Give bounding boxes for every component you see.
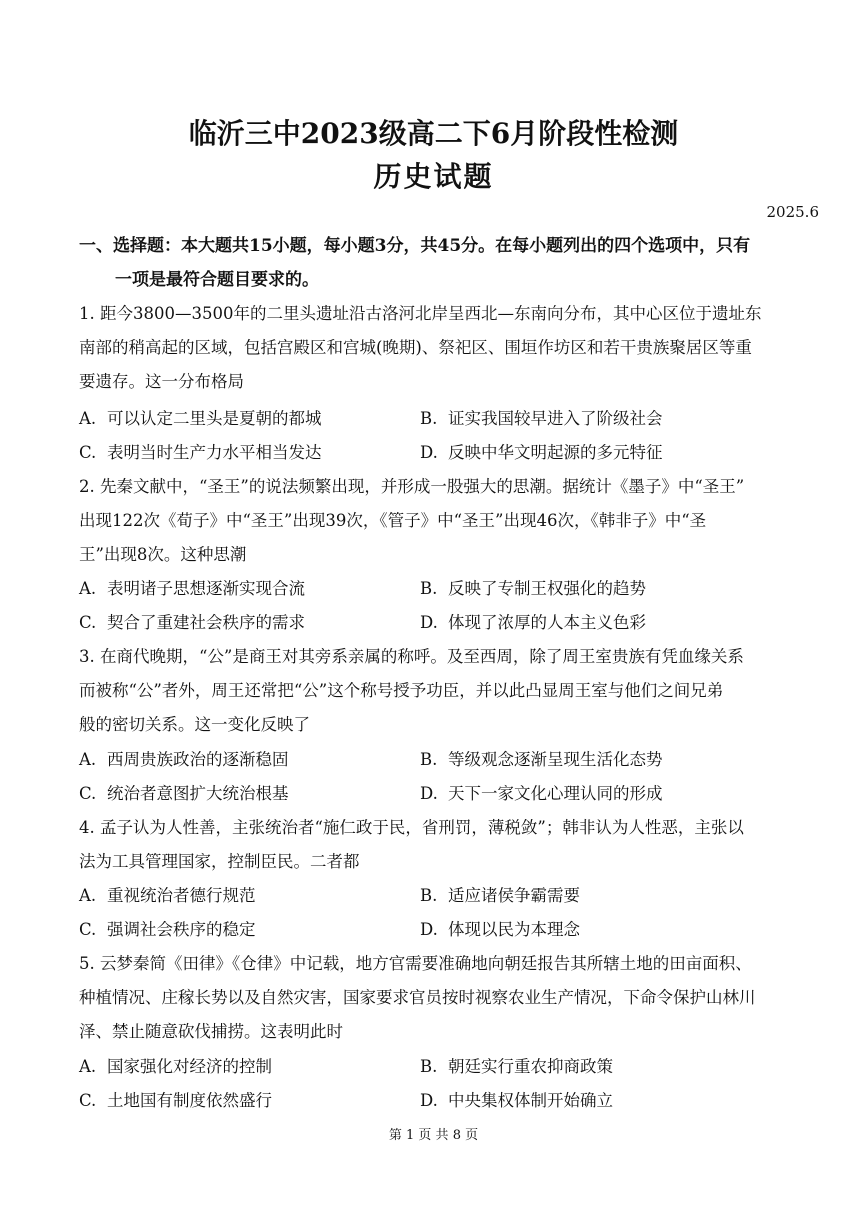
option-text: 朝廷实行重农抑商政策 bbox=[448, 1057, 613, 1076]
option-text: 表明当时生产力水平相当发达 bbox=[107, 443, 322, 462]
question-3-option-a[interactable] bbox=[79, 743, 289, 777]
option-letter: B. bbox=[420, 409, 438, 428]
option-text: 国家强化对经济的控制 bbox=[107, 1057, 272, 1076]
question-3-option-c[interactable] bbox=[79, 777, 289, 811]
option-letter: A. bbox=[79, 409, 97, 428]
question-2-line-1: 2. 先秦文献中，“圣王”的说法频繁出现，并形成一股强大的思潮。据统计《墨子》中“圣王” bbox=[79, 477, 745, 496]
question-1-line-2: 南部的稍高起的区域，包括宫殿区和宫城(晚期)、祭祀区、围垣作坊区和若干贵族聚居区等重 bbox=[79, 338, 752, 357]
question-4-option-a[interactable] bbox=[79, 879, 256, 913]
option-text: 西周贵族政治的逐渐稳固 bbox=[107, 750, 289, 769]
question-2-options bbox=[79, 572, 791, 640]
question-4-option-c[interactable] bbox=[79, 913, 256, 947]
option-letter: C. bbox=[79, 920, 97, 939]
question-1-options bbox=[79, 402, 791, 470]
question-5-option-b[interactable] bbox=[420, 1050, 613, 1084]
question-3-options bbox=[79, 743, 791, 811]
option-text: 统治者意图扩大统治根基 bbox=[107, 784, 289, 803]
question-3-option-d[interactable] bbox=[420, 777, 663, 811]
question-5 bbox=[79, 947, 791, 1049]
option-letter: B. bbox=[420, 886, 438, 905]
section-heading-line-2: 一项是最符合题目要求的。 bbox=[115, 270, 319, 290]
option-letter: B. bbox=[420, 750, 438, 769]
option-text: 适应诸侯争霸需要 bbox=[448, 886, 580, 905]
question-3-line-2: 而被称“公”者外，周王还常把“公”这个称号授予功臣，并以此凸显周王室与他们之间兄弟 bbox=[79, 681, 724, 700]
question-3 bbox=[79, 640, 791, 742]
question-4-line-1: 4. 孟子认为人性善，主张统治者“施仁政于民，省刑罚，薄税敛”；韩非认为人性恶，主张以 bbox=[79, 818, 744, 837]
question-4-line-2: 法为工具管理国家，控制臣民。二者都 bbox=[79, 852, 360, 871]
question-5-option-d[interactable] bbox=[420, 1084, 613, 1118]
section-heading bbox=[79, 229, 799, 297]
question-5-option-c[interactable] bbox=[79, 1084, 272, 1118]
option-letter: D. bbox=[420, 920, 438, 939]
option-text: 表明诸子思想逐渐实现合流 bbox=[107, 579, 305, 598]
option-letter: B. bbox=[420, 1057, 438, 1076]
question-3-line-1: 3. 在商代晚期，“公”是商王对其旁系亲属的称呼。及至西周，除了周王室贵族有凭血缘关系 bbox=[79, 647, 744, 666]
option-letter: C. bbox=[79, 1091, 97, 1110]
page-title: 临沂三中2023级高二下6月阶段性检测 bbox=[188, 117, 679, 150]
question-4-option-b[interactable] bbox=[420, 879, 580, 913]
question-2-line-3: 王”出现8次。这种思潮 bbox=[79, 545, 247, 564]
option-text: 中央集权体制开始确立 bbox=[448, 1091, 613, 1110]
page-number: 第 1 页 共 8 页 bbox=[388, 1128, 479, 1143]
option-text: 重视统治者德行规范 bbox=[107, 886, 256, 905]
question-2-line-2: 出现122次《荀子》中“圣王”出现39次，《管子》中“圣王”出现46次，《韩非子》中“圣 bbox=[79, 511, 707, 530]
option-text: 可以认定二里头是夏朝的都城 bbox=[107, 409, 322, 428]
option-letter: D. bbox=[420, 1091, 438, 1110]
question-3-line-3: 般的密切关系。这一变化反映了 bbox=[79, 715, 310, 734]
option-text: 契合了重建社会秩序的需求 bbox=[107, 613, 305, 632]
question-5-line-2: 种植情况、庄稼长势以及自然灾害，国家要求官员按时视察农业生产情况，下命令保护山林川 bbox=[79, 988, 756, 1007]
question-2-option-b[interactable] bbox=[420, 572, 646, 606]
question-2-option-a[interactable] bbox=[79, 572, 305, 606]
question-2 bbox=[79, 470, 791, 572]
option-text: 土地国有制度依然盛行 bbox=[107, 1091, 272, 1110]
option-letter: A. bbox=[79, 886, 97, 905]
option-text: 反映了专制王权强化的趋势 bbox=[448, 579, 646, 598]
question-4 bbox=[79, 811, 791, 879]
option-text: 强调社会秩序的稳定 bbox=[107, 920, 256, 939]
question-3-option-b[interactable] bbox=[420, 743, 663, 777]
question-4-option-d[interactable] bbox=[420, 913, 580, 947]
option-letter: A. bbox=[79, 1057, 97, 1076]
option-text: 体现以民为本理念 bbox=[448, 920, 580, 939]
page-subtitle: 历史试题 bbox=[373, 160, 494, 193]
question-5-line-1: 5. 云梦秦简《田律》《仓律》中记载，地方官需要准确地向朝廷报告其所辖土地的田亩面积、 bbox=[79, 954, 752, 973]
question-1 bbox=[79, 297, 791, 399]
question-5-options bbox=[79, 1050, 791, 1118]
exam-date: 2025.6 bbox=[766, 203, 819, 221]
question-2-option-c[interactable] bbox=[79, 606, 305, 640]
option-text: 体现了浓厚的人本主义色彩 bbox=[448, 613, 646, 632]
option-text: 反映中华文明起源的多元特征 bbox=[448, 443, 663, 462]
option-text: 等级观念逐渐呈现生活化态势 bbox=[448, 750, 663, 769]
option-letter: B. bbox=[420, 579, 438, 598]
option-letter: D. bbox=[420, 784, 438, 803]
option-letter: C. bbox=[79, 443, 97, 462]
option-letter: D. bbox=[420, 613, 438, 632]
question-1-option-c[interactable] bbox=[79, 436, 322, 470]
question-1-option-a[interactable] bbox=[79, 402, 322, 436]
option-letter: A. bbox=[79, 750, 97, 769]
question-2-option-d[interactable] bbox=[420, 606, 646, 640]
question-5-line-3: 泽、禁止随意砍伐捕捞。这表明此时 bbox=[79, 1022, 343, 1041]
option-letter: C. bbox=[79, 784, 97, 803]
question-5-option-a[interactable] bbox=[79, 1050, 272, 1084]
option-letter: D. bbox=[420, 443, 438, 462]
question-1-line-1: 1. 距今3800—3500年的二里头遗址沿古洛河北岸呈西北—东南向分布，其中心区位于遗址东 bbox=[79, 304, 762, 323]
question-4-options bbox=[79, 879, 791, 947]
option-text: 证实我国较早进入了阶级社会 bbox=[448, 409, 663, 428]
question-1-option-b[interactable] bbox=[420, 402, 663, 436]
option-letter: C. bbox=[79, 613, 97, 632]
option-text: 天下一家文化心理认同的形成 bbox=[448, 784, 663, 803]
section-heading-line-1: 一、选择题：本大题共15小题，每小题3分，共45分。在每小题列出的四个选项中，只有 bbox=[79, 236, 751, 256]
option-letter: A. bbox=[79, 579, 97, 598]
question-1-line-3: 要遗存。这一分布格局 bbox=[79, 372, 244, 391]
question-1-option-d[interactable] bbox=[420, 436, 663, 470]
